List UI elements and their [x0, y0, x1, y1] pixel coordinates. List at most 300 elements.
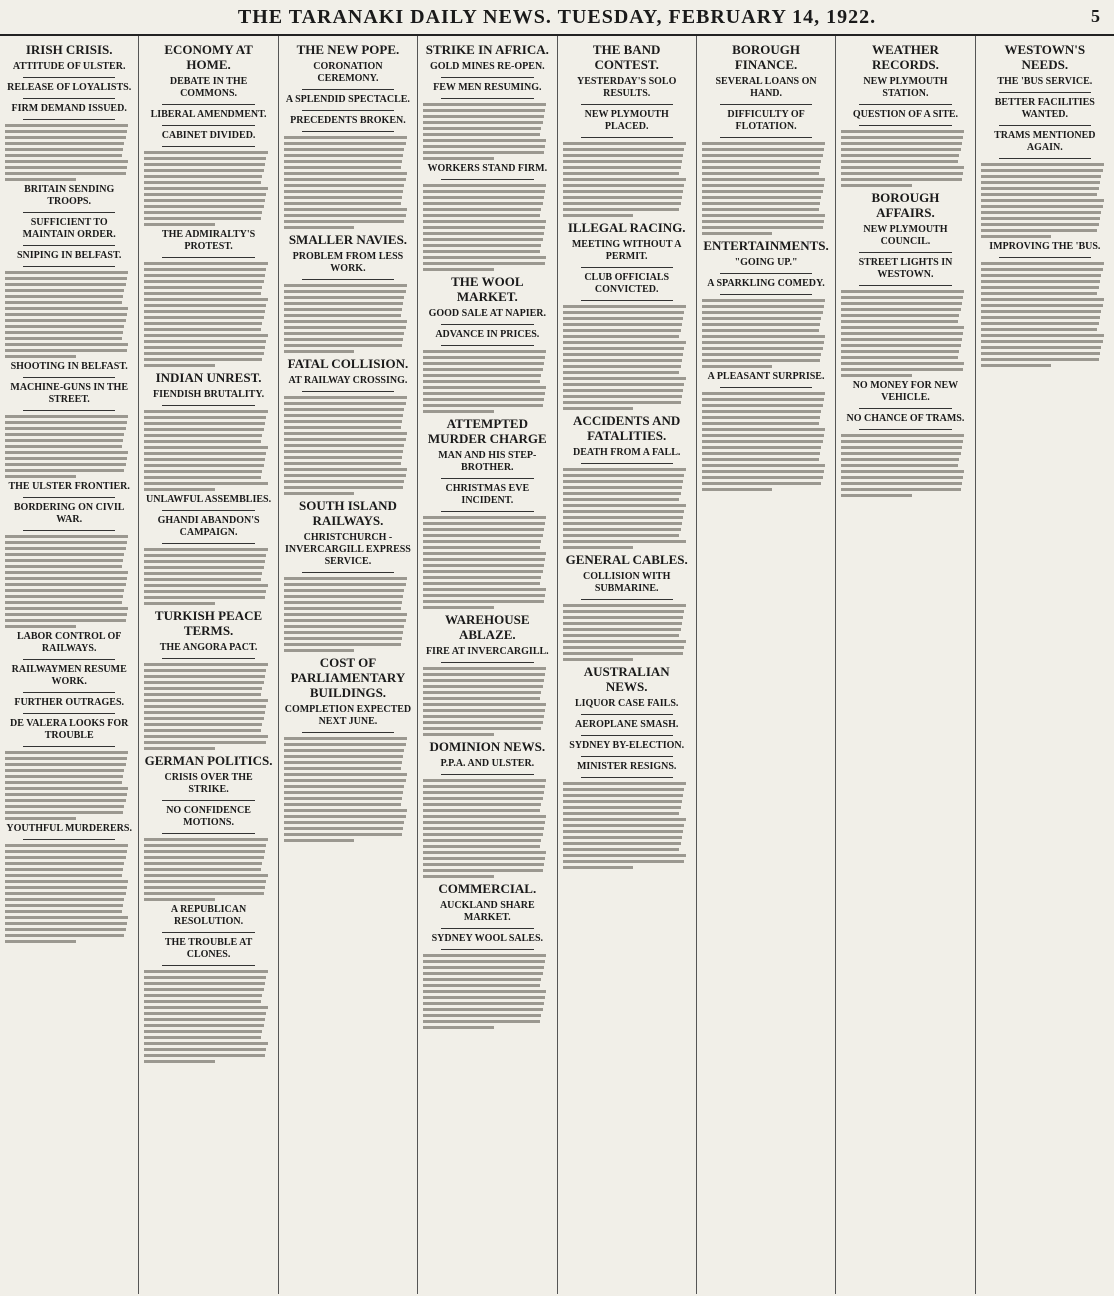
text-line	[5, 928, 126, 931]
divider	[162, 543, 254, 544]
subheadline: FIRM DEMAND ISSUED.	[11, 103, 127, 114]
subheadline: YOUTHFUL MURDERERS.	[6, 823, 132, 834]
column-7	[836, 36, 975, 1294]
text-line	[423, 667, 546, 670]
text-line	[144, 844, 266, 847]
divider	[720, 137, 812, 138]
subheadline: SHOOTING IN BELFAST.	[10, 361, 128, 372]
text-line	[144, 205, 263, 208]
text-line	[841, 154, 959, 157]
text-line	[563, 371, 680, 374]
text-line	[423, 103, 546, 106]
text-line	[144, 452, 266, 455]
text-line	[563, 154, 684, 157]
article-body	[702, 299, 830, 368]
text-line	[423, 809, 540, 812]
text-line	[423, 833, 542, 836]
masthead	[0, 0, 1114, 36]
text-line	[423, 588, 546, 591]
text-line	[5, 337, 122, 340]
text-line	[284, 432, 407, 435]
text-line	[144, 687, 262, 690]
subheadline: BETTER FACILITIES WANTED.	[994, 97, 1095, 120]
subheadline: NO CHANCE OF TRAMS.	[846, 413, 965, 424]
text-line	[423, 552, 546, 555]
text-line	[702, 299, 825, 302]
text-line	[981, 268, 1103, 271]
newspaper-columns	[0, 36, 1114, 1294]
text-line	[702, 232, 773, 235]
article-body	[702, 392, 830, 491]
text-line	[284, 202, 401, 205]
text-line	[5, 892, 126, 895]
column-1	[0, 36, 139, 1294]
subheadline: FEW MEN RESUMING.	[433, 82, 542, 93]
divider	[162, 833, 254, 834]
divider	[23, 266, 115, 267]
text-line	[702, 226, 823, 229]
subheadline: AUCKLAND SHARE MARKET.	[439, 900, 535, 923]
text-line	[423, 1020, 540, 1023]
text-line	[144, 970, 267, 973]
text-line	[423, 214, 540, 217]
subheadline: SEVERAL LOANS ON HAND.	[715, 76, 817, 99]
text-line	[284, 773, 407, 776]
text-line	[423, 350, 546, 353]
text-line	[423, 374, 541, 377]
text-line	[284, 480, 405, 483]
article-body	[284, 577, 412, 652]
text-line	[144, 862, 262, 865]
text-line	[144, 280, 263, 283]
divider	[23, 497, 115, 498]
text-line	[5, 535, 128, 538]
text-line	[5, 142, 124, 145]
text-line	[144, 416, 266, 419]
text-line	[423, 133, 540, 136]
text-line	[423, 845, 540, 848]
text-line	[841, 296, 963, 299]
divider	[23, 410, 115, 411]
text-line	[5, 565, 122, 568]
text-line	[702, 446, 821, 449]
text-line	[563, 510, 685, 513]
text-line	[423, 115, 544, 118]
text-line	[144, 292, 261, 295]
text-line	[702, 202, 820, 205]
headline: INDIAN UNREST.	[155, 370, 262, 385]
text-line	[981, 211, 1102, 214]
text-line	[841, 362, 964, 365]
divider	[23, 692, 115, 693]
text-line	[563, 395, 682, 398]
headline: BOROUGH AFFAIRS.	[871, 190, 940, 220]
text-line	[563, 824, 685, 827]
text-line	[981, 223, 1099, 226]
text-line	[423, 202, 542, 205]
text-line	[981, 262, 1104, 265]
text-line	[144, 346, 265, 349]
text-line	[144, 1060, 215, 1063]
text-line	[144, 838, 267, 841]
text-line	[563, 782, 686, 785]
article-body	[284, 284, 412, 353]
divider	[23, 659, 115, 660]
text-line	[144, 898, 215, 901]
text-line	[981, 274, 1102, 277]
text-line	[144, 602, 215, 605]
text-line	[423, 570, 542, 573]
text-line	[841, 314, 959, 317]
text-line	[144, 428, 263, 431]
subheadline: A PLEASANT SURPRISE.	[707, 371, 825, 382]
text-line	[144, 193, 266, 196]
subheadline: MACHINE-GUNS IN THE STREET.	[10, 382, 128, 405]
text-line	[563, 806, 681, 809]
text-line	[284, 190, 403, 193]
article-body	[563, 782, 691, 869]
text-line	[284, 208, 407, 211]
text-line	[5, 916, 128, 919]
subheadline: GHANDI ABANDON'S CAMPAIGN.	[157, 515, 260, 538]
text-line	[563, 383, 685, 386]
article-body	[5, 535, 133, 628]
text-line	[284, 821, 405, 824]
text-line	[981, 193, 1098, 196]
text-line	[5, 445, 122, 448]
text-line	[284, 643, 401, 646]
text-line	[423, 262, 545, 265]
headline: ACCIDENTS AND FATALITIES.	[573, 413, 681, 443]
divider	[441, 98, 533, 99]
text-line	[563, 866, 634, 869]
subheadline: QUESTION OF A SITE.	[852, 109, 959, 120]
text-line	[563, 323, 682, 326]
divider	[581, 300, 673, 301]
text-line	[144, 422, 265, 425]
text-line	[563, 540, 686, 543]
headline: GENERAL CABLES.	[565, 552, 688, 567]
subheadline: CRISIS OVER THE STRIKE.	[164, 772, 253, 795]
text-line	[284, 595, 403, 598]
text-line	[702, 359, 820, 362]
newspaper-title: THE TARANAKI DAILY NEWS. TUESDAY, FEBRUARY 14, 1922.	[237, 6, 877, 28]
text-line	[144, 304, 266, 307]
text-line	[423, 960, 545, 963]
text-line	[841, 446, 962, 449]
text-line	[981, 169, 1103, 172]
text-line	[563, 377, 686, 380]
text-line	[981, 358, 1099, 361]
text-line	[423, 869, 542, 872]
text-line	[144, 163, 265, 166]
text-line	[981, 187, 1099, 190]
text-line	[423, 727, 541, 730]
text-line	[423, 256, 546, 259]
text-line	[423, 954, 546, 957]
article-body	[144, 663, 272, 750]
text-line	[5, 862, 124, 865]
text-line	[702, 476, 823, 479]
divider	[162, 800, 254, 801]
subheadline: SUFFICIENT TO MAINTAIN ORDER.	[22, 217, 116, 240]
text-line	[423, 109, 545, 112]
text-line	[981, 310, 1102, 313]
text-line	[284, 344, 402, 347]
divider	[23, 212, 115, 213]
text-line	[144, 590, 266, 593]
headline: WAREHOUSE ABLAZE.	[445, 612, 530, 642]
text-line	[284, 607, 401, 610]
text-line	[284, 220, 405, 223]
text-line	[144, 334, 267, 337]
column-8	[976, 36, 1114, 1294]
text-line	[144, 151, 267, 154]
subheadline: STREET LIGHTS IN WESTOWN.	[858, 257, 953, 280]
text-line	[563, 389, 684, 392]
divider	[441, 662, 533, 663]
divider	[302, 110, 394, 111]
article-body	[5, 844, 133, 943]
subheadline: A SPLENDID SPECTACLE.	[285, 94, 410, 105]
text-line	[841, 184, 912, 187]
text-line	[423, 398, 544, 401]
article-body	[284, 737, 412, 842]
text-line	[284, 178, 406, 181]
divider	[23, 245, 115, 246]
text-line	[284, 160, 402, 163]
text-line	[144, 1012, 266, 1015]
text-line	[423, 972, 542, 975]
text-line	[423, 546, 540, 549]
text-line	[144, 262, 267, 265]
text-line	[563, 830, 684, 833]
text-line	[5, 601, 122, 604]
text-line	[144, 663, 267, 666]
text-line	[702, 452, 820, 455]
divider	[999, 158, 1091, 159]
text-line	[702, 410, 821, 413]
text-line	[702, 329, 819, 332]
text-line	[702, 323, 820, 326]
text-line	[841, 166, 964, 169]
subheadline: CORONATION CEREMONY.	[313, 61, 383, 84]
text-line	[284, 284, 407, 287]
text-line	[563, 196, 682, 199]
text-line	[284, 589, 405, 592]
article-body	[423, 103, 551, 160]
text-line	[284, 148, 405, 151]
text-line	[841, 320, 958, 323]
text-line	[841, 440, 963, 443]
text-line	[563, 407, 634, 410]
text-line	[284, 172, 407, 175]
article-body	[563, 142, 691, 217]
text-line	[284, 474, 406, 477]
text-line	[841, 458, 959, 461]
text-line	[284, 755, 403, 758]
text-line	[284, 749, 405, 752]
text-line	[702, 404, 823, 407]
headline: ILLEGAL RACING.	[567, 220, 686, 235]
text-line	[5, 589, 124, 592]
subheadline: THE TROUBLE AT CLONES.	[164, 937, 253, 960]
divider	[302, 279, 394, 280]
text-line	[841, 452, 960, 455]
headline: ATTEMPTED MURDER CHARGE	[427, 416, 547, 446]
text-line	[144, 181, 261, 184]
text-line	[563, 359, 682, 362]
headline: COST OF PARLIAMENTARY BUILDINGS.	[290, 655, 406, 700]
divider	[23, 746, 115, 747]
text-line	[144, 578, 261, 581]
text-line	[144, 729, 261, 732]
text-line	[563, 184, 685, 187]
text-line	[423, 392, 545, 395]
text-line	[981, 364, 1052, 367]
text-line	[563, 848, 680, 851]
text-line	[5, 325, 124, 328]
article-body	[841, 130, 969, 187]
text-line	[423, 791, 544, 794]
article-body	[423, 667, 551, 736]
text-line	[563, 178, 686, 181]
text-line	[284, 791, 403, 794]
text-line	[563, 498, 680, 501]
divider	[441, 928, 533, 929]
text-line	[144, 458, 265, 461]
text-line	[423, 715, 544, 718]
text-line	[423, 594, 545, 597]
text-line	[423, 564, 544, 567]
text-line	[144, 446, 267, 449]
text-line	[423, 196, 544, 199]
article-body	[563, 305, 691, 410]
text-line	[144, 560, 265, 563]
text-line	[144, 410, 267, 413]
text-line	[423, 600, 544, 603]
text-line	[423, 516, 546, 519]
text-line	[563, 836, 682, 839]
text-line	[144, 584, 267, 587]
text-line	[284, 625, 405, 628]
text-line	[144, 274, 265, 277]
article-body	[5, 751, 133, 820]
article-body	[5, 271, 133, 358]
text-line	[702, 392, 825, 395]
text-line	[841, 142, 962, 145]
divider	[581, 463, 673, 464]
text-line	[563, 546, 634, 549]
text-line	[702, 440, 823, 443]
text-line	[702, 311, 823, 314]
text-line	[702, 148, 824, 151]
text-line	[284, 326, 406, 329]
text-line	[5, 856, 126, 859]
text-line	[144, 328, 261, 331]
divider	[581, 714, 673, 715]
text-line	[284, 815, 406, 818]
subheadline: P.P.A. AND ULSTER.	[440, 758, 535, 769]
headline: WEATHER RECORDS.	[871, 42, 939, 72]
article-body	[563, 468, 691, 549]
article-body	[423, 516, 551, 609]
divider	[859, 285, 951, 286]
column-6	[697, 36, 836, 1294]
text-line	[5, 178, 76, 181]
text-line	[284, 136, 407, 139]
text-line	[284, 438, 406, 441]
divider	[859, 104, 951, 105]
subheadline: CABINET DIVIDED.	[161, 130, 256, 141]
text-line	[5, 805, 124, 808]
headline: THE WOOL MARKET.	[451, 274, 524, 304]
text-line	[702, 482, 821, 485]
text-line	[563, 214, 634, 217]
text-line	[423, 733, 494, 736]
text-line	[144, 434, 262, 437]
subheadline: DEBATE IN THE COMMONS.	[169, 76, 248, 99]
text-line	[5, 874, 122, 877]
text-line	[423, 697, 540, 700]
text-line	[144, 187, 267, 190]
text-line	[563, 854, 686, 857]
text-line	[563, 788, 685, 791]
text-line	[5, 763, 126, 766]
text-line	[5, 331, 123, 334]
text-line	[284, 408, 405, 411]
text-line	[144, 874, 267, 877]
text-line	[841, 290, 964, 293]
text-line	[284, 619, 406, 622]
text-line	[981, 304, 1103, 307]
text-line	[284, 226, 355, 229]
headline: WESTOWN'S NEEDS.	[1004, 42, 1086, 72]
text-line	[563, 640, 686, 643]
text-line	[563, 522, 682, 525]
text-line	[702, 422, 819, 425]
text-line	[563, 468, 686, 471]
text-line	[5, 289, 124, 292]
text-line	[702, 178, 825, 181]
text-line	[5, 421, 127, 424]
text-line	[144, 169, 263, 172]
subheadline: GOLD MINES RE-OPEN.	[429, 61, 545, 72]
subheadline: NO MONEY FOR NEW VEHICLE.	[852, 380, 959, 403]
subheadline: ADVANCE IN PRICES.	[435, 329, 540, 340]
text-line	[284, 420, 402, 423]
text-line	[423, 978, 541, 981]
divider	[162, 932, 254, 933]
text-line	[563, 311, 685, 314]
subheadline: CHRISTMAS EVE INCIDENT.	[445, 483, 530, 506]
text-line	[563, 658, 634, 661]
text-line	[981, 163, 1104, 166]
text-line	[284, 601, 402, 604]
text-line	[284, 809, 407, 812]
text-line	[5, 613, 127, 616]
text-line	[144, 1036, 261, 1039]
column-3	[279, 36, 418, 1294]
text-line	[144, 976, 266, 979]
text-line	[144, 322, 262, 325]
headline: COMMERCIAL.	[438, 881, 537, 896]
text-line	[284, 649, 355, 652]
text-line	[423, 785, 545, 788]
subheadline: CHRISTCHURCH - INVERCARGILL EXPRESS SERVICE.	[285, 532, 411, 567]
text-line	[423, 875, 494, 878]
headline: TURKISH PEACE TERMS.	[154, 608, 263, 638]
